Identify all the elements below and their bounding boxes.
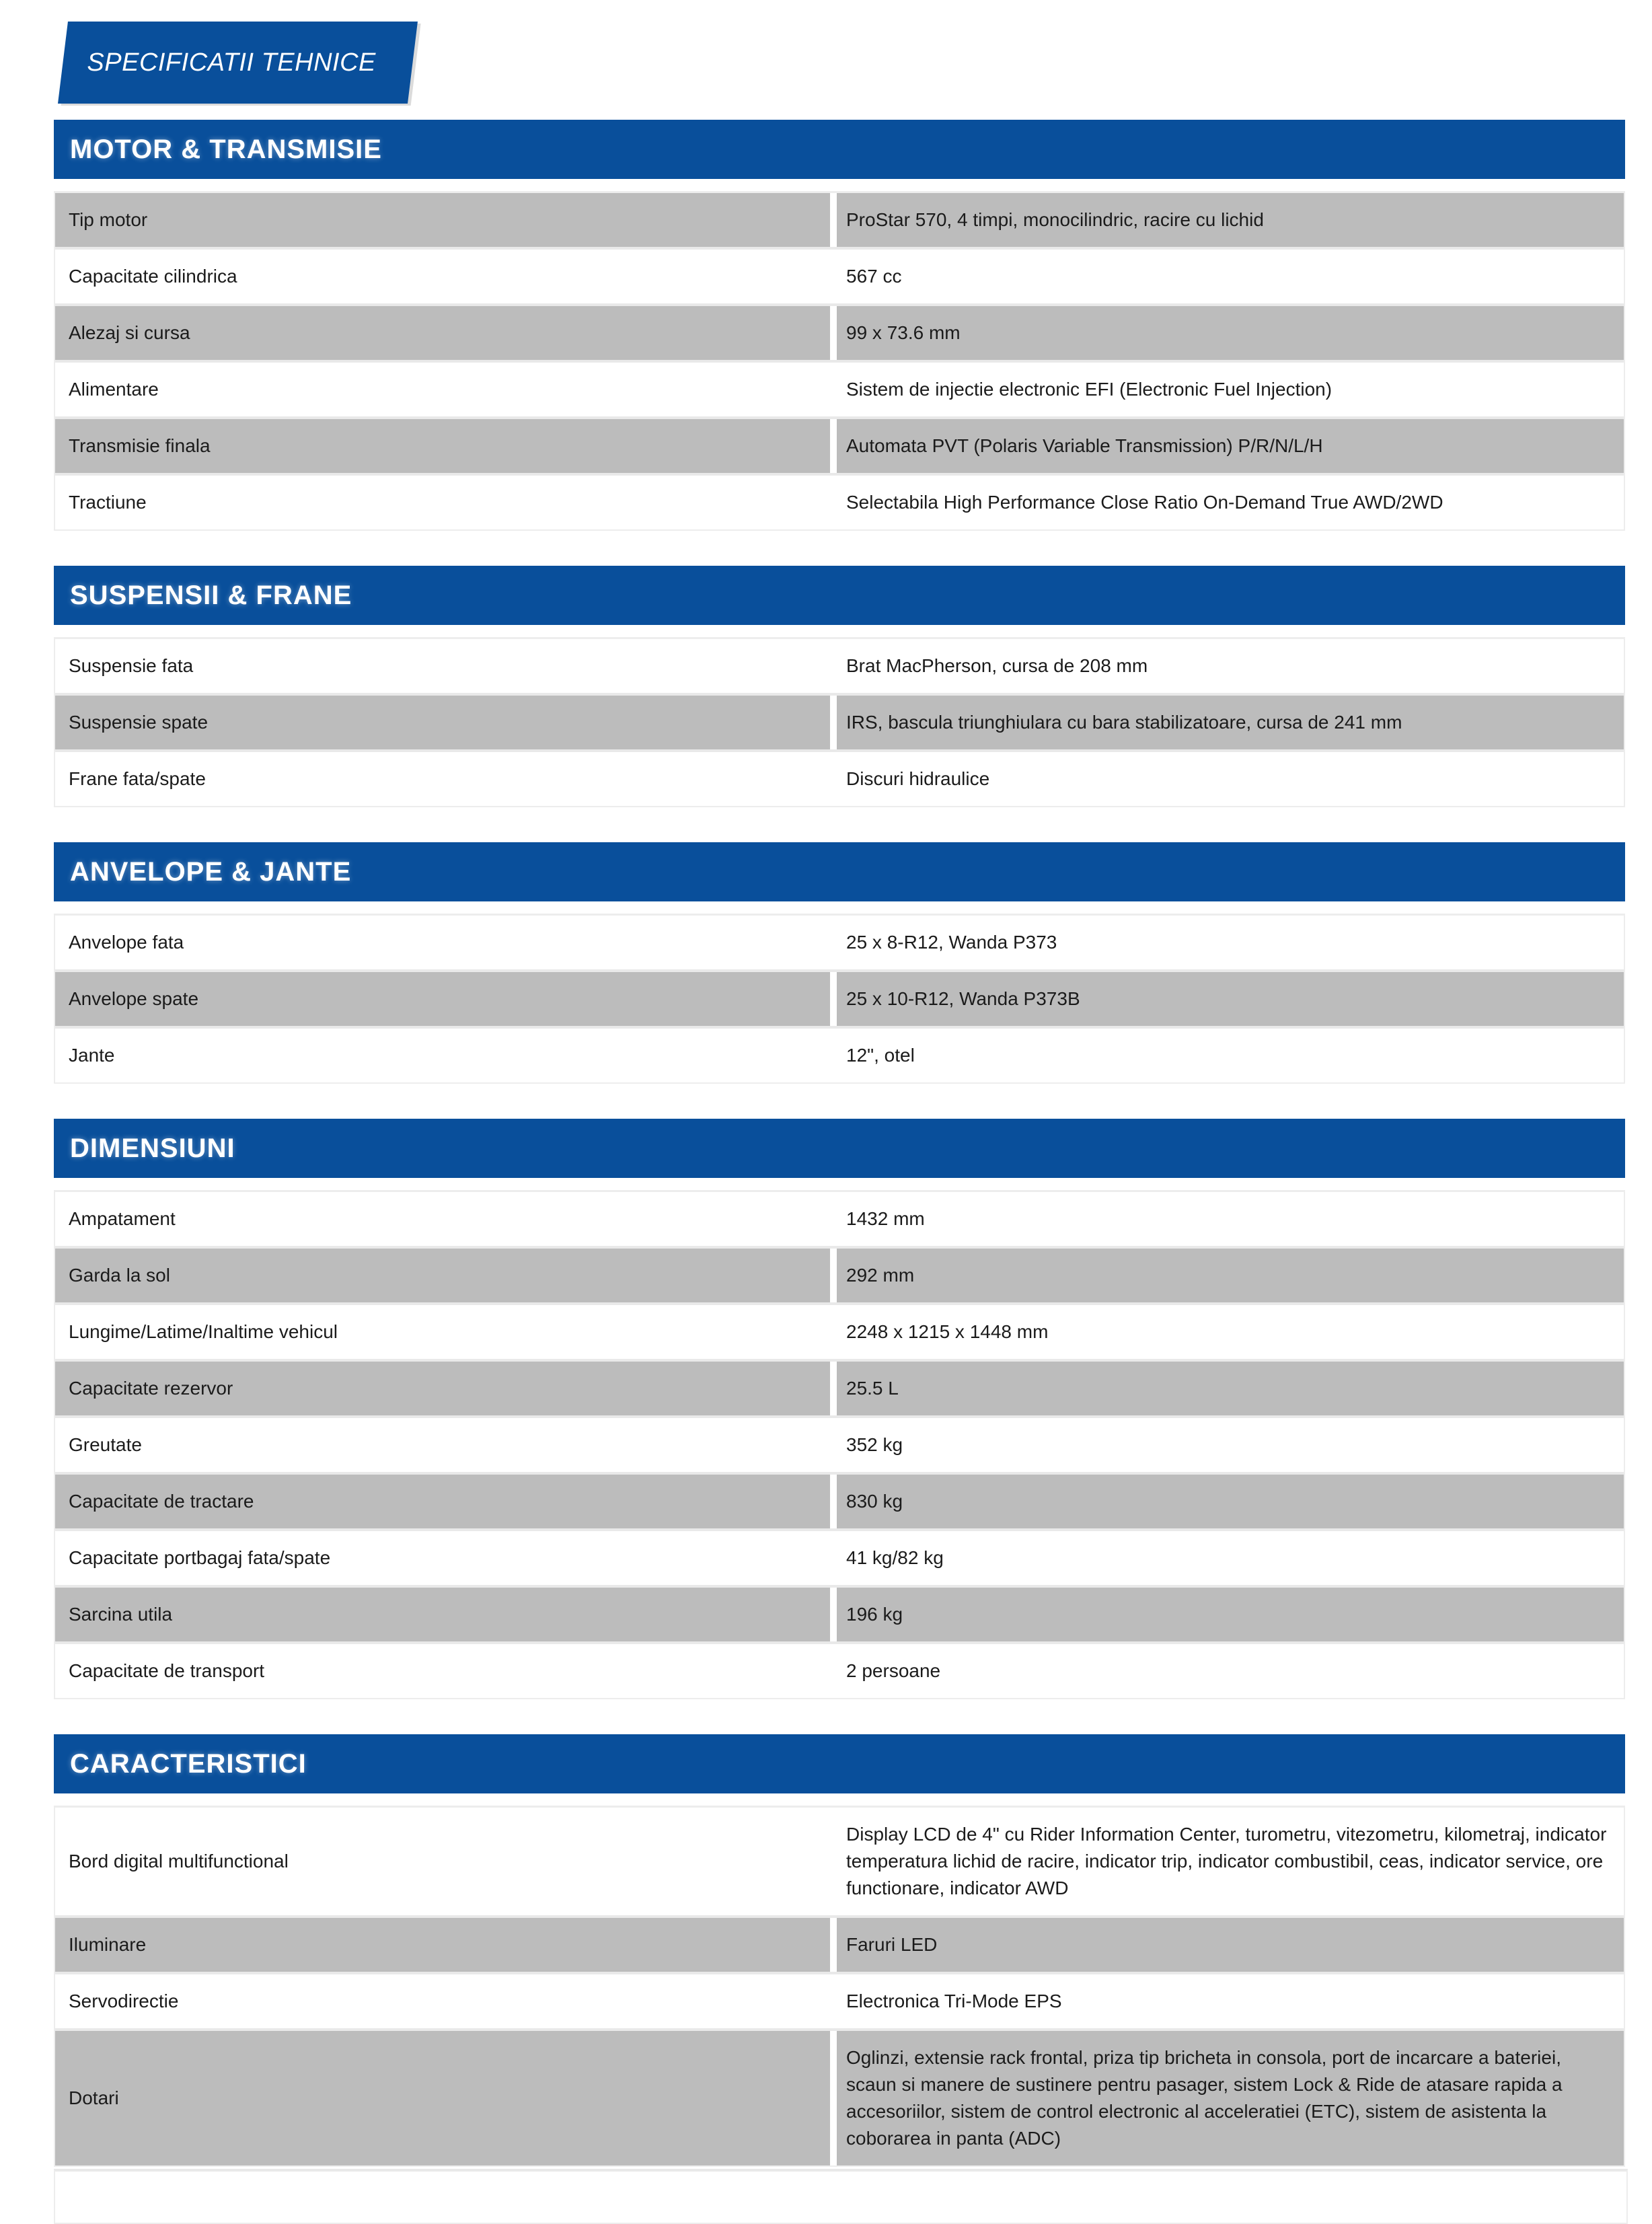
spec-value-cell (837, 916, 1624, 969)
section-title: SUSPENSII & FRANE (70, 580, 352, 610)
section-header (54, 566, 1625, 625)
spec-label-cell (55, 2031, 830, 2165)
cutoff-row-label-cell (55, 2172, 830, 2223)
spec-value: 567 cc (846, 266, 902, 287)
spec-value: IRS, bascula triunghiulara cu bara stabilizatoare, cursa de 241 mm (846, 712, 1402, 733)
spec-value-cell (837, 1808, 1624, 1915)
spec-section (54, 120, 1625, 531)
section-table (54, 1190, 1625, 1699)
spec-label: Alezaj si cursa (69, 322, 190, 343)
spec-label: Transmisie finala (69, 435, 211, 456)
spec-value: 2 persoane (846, 1660, 941, 1681)
table-row (55, 639, 1624, 696)
section-header (54, 1119, 1625, 1178)
spec-sections-container (0, 120, 1652, 2167)
spec-label: Iluminare (69, 1934, 147, 1955)
section-header (54, 842, 1625, 901)
spec-label: Frane fata/spate (69, 768, 206, 789)
table-row (55, 1029, 1624, 1082)
spec-value: 2248 x 1215 x 1448 mm (846, 1321, 1049, 1342)
spec-label-cell (55, 1918, 830, 1972)
spec-value-cell (837, 1588, 1624, 1641)
spec-value: 292 mm (846, 1265, 915, 1286)
spec-value: Oglinzi, extensie rack frontal, priza tip bricheta in consola, port de incarcare a bateriei, scaun si manere de sustinere pentru pasager, sistem Lock & Ride de atasare rapida a accesoriilor, sistem de control electronic al acceleratiei (ETC), sistem de asistenta la coborarea in panta (ADC) (846, 2047, 1563, 2149)
table-row (55, 1974, 1624, 2031)
section-table (54, 191, 1625, 531)
spec-value-cell (837, 306, 1624, 360)
spec-label: Bord digital multifunctional (69, 1851, 289, 1871)
spec-label-cell (55, 193, 830, 247)
spec-label-cell (55, 1475, 830, 1528)
spec-value-cell (837, 1644, 1624, 1698)
table-row (55, 1808, 1624, 1918)
table-row (55, 1588, 1624, 1644)
spec-label: Suspensie spate (69, 712, 209, 733)
spec-section (54, 1734, 1625, 2167)
table-row (55, 696, 1624, 752)
spec-label: Dotari (69, 2087, 119, 2108)
spec-value-cell (837, 193, 1624, 247)
table-row (55, 1192, 1624, 1249)
spec-section (54, 566, 1625, 807)
spec-value-cell (837, 752, 1624, 806)
table-row (55, 752, 1624, 806)
spec-label-cell (55, 306, 830, 360)
cutoff-row (55, 2172, 1626, 2223)
spec-label: Capacitate cilindrica (69, 266, 237, 287)
spec-label-cell (55, 916, 830, 969)
spec-label: Capacitate de tractare (69, 1491, 254, 1512)
table-row (55, 1249, 1624, 1305)
table-row (55, 916, 1624, 972)
table-row (55, 1362, 1624, 1418)
section-title: MOTOR & TRANSMISIE (70, 134, 382, 164)
specs-banner (58, 22, 418, 104)
section-title: DIMENSIUNI (70, 1133, 235, 1163)
spec-label-cell (55, 363, 830, 416)
spec-label: Suspensie fata (69, 655, 194, 676)
spec-label-cell (55, 1531, 830, 1585)
spec-label-cell (55, 1362, 830, 1415)
spec-value-cell (837, 1192, 1624, 1246)
spec-label-cell (55, 1588, 830, 1641)
spec-label: Jante (69, 1045, 115, 1066)
table-row (55, 972, 1624, 1029)
spec-value: Display LCD de 4" cu Rider Information Center, turometru, vitezometru, kilometraj, indicator temperatura lichid de racire, indicator trip, indicator combustibil, ceas, indicator service, ore functionare, indicator AWD (846, 1824, 1607, 1898)
table-row (55, 476, 1624, 529)
spec-value: Sistem de injectie electronic EFI (Electronic Fuel Injection) (846, 379, 1332, 400)
section-header (54, 1734, 1625, 1793)
table-row (55, 1644, 1624, 1698)
section-title: ANVELOPE & JANTE (70, 856, 352, 887)
table-row (55, 250, 1624, 306)
spec-value-cell (837, 250, 1624, 303)
section-table (54, 637, 1625, 807)
spec-label-cell (55, 1974, 830, 2028)
spec-value: 352 kg (846, 1434, 903, 1455)
spec-value: 830 kg (846, 1491, 903, 1512)
banner-title: SPECIFICATII TEHNICE (87, 48, 376, 77)
spec-label-cell (55, 476, 830, 529)
spec-value: Discuri hidraulice (846, 768, 990, 789)
spec-label-cell (55, 639, 830, 693)
table-row (55, 1475, 1624, 1531)
spec-value-cell (837, 363, 1624, 416)
spec-value: 1432 mm (846, 1208, 925, 1229)
table-row (55, 1305, 1624, 1362)
spec-label-cell (55, 250, 830, 303)
section-table (54, 914, 1625, 1084)
spec-value: Faruri LED (846, 1934, 938, 1955)
spec-label: Anvelope fata (69, 932, 184, 953)
spec-label: Lungime/Latime/Inaltime vehicul (69, 1321, 338, 1342)
spec-label: Ampatament (69, 1208, 176, 1229)
table-row (55, 2031, 1624, 2165)
spec-value: ProStar 570, 4 timpi, monocilindric, racire cu lichid (846, 209, 1264, 230)
spec-section (54, 1119, 1625, 1699)
spec-value: Electronica Tri-Mode EPS (846, 1991, 1062, 2011)
spec-value: 196 kg (846, 1604, 903, 1625)
cutoff-row-value-cell (837, 2172, 1626, 2223)
spec-label: Sarcina utila (69, 1604, 173, 1625)
table-row (55, 419, 1624, 476)
spec-value-cell (837, 1918, 1624, 1972)
spec-label: Capacitate rezervor (69, 1378, 233, 1399)
spec-label-cell (55, 1192, 830, 1246)
table-row (55, 1531, 1624, 1588)
spec-section (54, 842, 1625, 1084)
spec-label-cell (55, 1249, 830, 1302)
spec-label: Servodirectie (69, 1991, 179, 2011)
spec-value-cell (837, 1305, 1624, 1359)
spec-value-cell (837, 419, 1624, 473)
spec-label: Greutate (69, 1434, 142, 1455)
spec-value: 99 x 73.6 mm (846, 322, 961, 343)
spec-label-cell (55, 752, 830, 806)
spec-label-cell (55, 1418, 830, 1472)
spec-value: Selectabila High Performance Close Ratio On-Demand True AWD/2WD (846, 492, 1443, 513)
spec-value: Brat MacPherson, cursa de 208 mm (846, 655, 1148, 676)
spec-label: Capacitate portbagaj fata/spate (69, 1547, 331, 1568)
spec-label-cell (55, 696, 830, 749)
spec-value: Automata PVT (Polaris Variable Transmission) P/R/N/L/H (846, 435, 1323, 456)
spec-label-cell (55, 419, 830, 473)
spec-label-cell (55, 1644, 830, 1698)
spec-label-cell (55, 1808, 830, 1915)
spec-value-cell (837, 972, 1624, 1026)
spec-label: Anvelope spate (69, 988, 199, 1009)
spec-value-cell (837, 1531, 1624, 1585)
spec-value-cell (837, 2031, 1624, 2165)
spec-label: Tip motor (69, 209, 148, 230)
table-row (55, 306, 1624, 363)
spec-sheet-page (0, 22, 1652, 2149)
spec-value-cell (837, 476, 1624, 529)
spec-value-cell (837, 1029, 1624, 1082)
spec-label-cell (55, 972, 830, 1026)
spec-label: Alimentare (69, 379, 159, 400)
spec-value-cell (837, 1362, 1624, 1415)
spec-value-cell (837, 1974, 1624, 2028)
spec-value-cell (837, 639, 1624, 693)
spec-label-cell (55, 1305, 830, 1359)
table-row (55, 193, 1624, 250)
spec-label: Capacitate de transport (69, 1660, 265, 1681)
spec-value: 41 kg/82 kg (846, 1547, 944, 1568)
cutoff-row-table (54, 2169, 1628, 2224)
section-title: CARACTERISTICI (70, 1748, 307, 1779)
spec-value-cell (837, 1418, 1624, 1472)
table-row (55, 363, 1624, 419)
spec-label-cell (55, 1029, 830, 1082)
spec-value-cell (837, 1249, 1624, 1302)
table-row (55, 1418, 1624, 1475)
spec-value-cell (837, 1475, 1624, 1528)
section-table (54, 1806, 1625, 2167)
spec-label: Tractiune (69, 492, 147, 513)
table-row (55, 1918, 1624, 1974)
spec-value: 25 x 10-R12, Wanda P373B (846, 988, 1080, 1009)
spec-label: Garda la sol (69, 1265, 170, 1286)
spec-value: 12", otel (846, 1045, 915, 1066)
spec-value: 25.5 L (846, 1378, 899, 1399)
spec-value: 25 x 8-R12, Wanda P373 (846, 932, 1057, 953)
spec-value-cell (837, 696, 1624, 749)
section-header (54, 120, 1625, 179)
